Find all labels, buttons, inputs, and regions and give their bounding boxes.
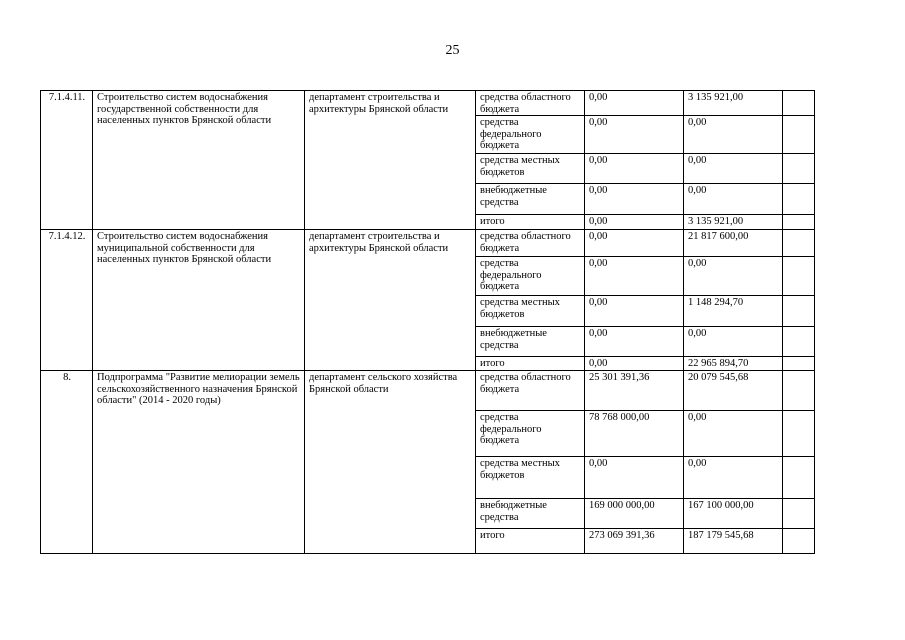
funding-source: средства областного бюджета	[476, 371, 585, 411]
value-cell	[783, 230, 815, 257]
value-cell: 0,00	[585, 215, 684, 230]
funding-source: итого	[476, 215, 585, 230]
value-cell: 0,00	[585, 457, 684, 499]
section-executor: департамент строительства и архитектуры Брянской области	[305, 91, 476, 230]
funding-source: средства федерального бюджета	[476, 411, 585, 457]
value-cell: 3 135 921,00	[684, 91, 783, 116]
value-cell	[783, 357, 815, 371]
section-number: 7.1.4.11.	[41, 91, 93, 230]
funding-source: средства местных бюджетов	[476, 457, 585, 499]
value-cell: 0,00	[684, 411, 783, 457]
section-name: Строительство систем водоснабжения государственной собственности для населенных пунктов Брянской области	[93, 91, 305, 230]
funding-source: средства областного бюджета	[476, 91, 585, 116]
value-cell: 0,00	[585, 257, 684, 296]
value-cell: 22 965 894,70	[684, 357, 783, 371]
value-cell	[783, 529, 815, 554]
table-row	[41, 91, 815, 116]
section-name: Строительство систем водоснабжения муниципальной собственности для населенных пунктов Брянской области	[93, 230, 305, 371]
section-executor: департамент строительства и архитектуры Брянской области	[305, 230, 476, 371]
value-cell: 0,00	[684, 457, 783, 499]
value-cell: 0,00	[585, 357, 684, 371]
value-cell	[783, 154, 815, 184]
table-row	[41, 230, 815, 257]
value-cell: 0,00	[585, 327, 684, 357]
value-cell: 0,00	[684, 116, 783, 154]
funding-source: итого	[476, 529, 585, 554]
value-cell	[783, 296, 815, 327]
budget-table	[40, 90, 815, 554]
value-cell: 3 135 921,00	[684, 215, 783, 230]
funding-source: средства областного бюджета	[476, 230, 585, 257]
funding-source: средства федерального бюджета	[476, 116, 585, 154]
funding-source: внебюджетные средства	[476, 184, 585, 215]
value-cell	[783, 411, 815, 457]
funding-source: внебюджетные средства	[476, 327, 585, 357]
funding-source: средства федерального бюджета	[476, 257, 585, 296]
section-number: 7.1.4.12.	[41, 230, 93, 371]
value-cell	[783, 327, 815, 357]
value-cell: 0,00	[585, 154, 684, 184]
value-cell	[783, 184, 815, 215]
value-cell	[783, 499, 815, 529]
value-cell: 0,00	[585, 116, 684, 154]
value-cell: 0,00	[684, 257, 783, 296]
value-cell	[783, 371, 815, 411]
value-cell	[783, 91, 815, 116]
funding-source: средства местных бюджетов	[476, 154, 585, 184]
value-cell: 20 079 545,68	[684, 371, 783, 411]
value-cell: 187 179 545,68	[684, 529, 783, 554]
funding-source: итого	[476, 357, 585, 371]
section-number: 8.	[41, 371, 93, 554]
funding-source: средства местных бюджетов	[476, 296, 585, 327]
value-cell: 25 301 391,36	[585, 371, 684, 411]
value-cell	[783, 257, 815, 296]
value-cell	[783, 116, 815, 154]
value-cell: 1 148 294,70	[684, 296, 783, 327]
value-cell: 0,00	[684, 327, 783, 357]
value-cell: 167 100 000,00	[684, 499, 783, 529]
value-cell	[783, 457, 815, 499]
section-name: Подпрограмма "Развитие мелиорации земель сельскохозяйственного назначения Брянской области" (2014 - 2020 годы)	[93, 371, 305, 554]
value-cell: 78 768 000,00	[585, 411, 684, 457]
value-cell: 0,00	[585, 296, 684, 327]
value-cell: 0,00	[684, 154, 783, 184]
value-cell: 0,00	[585, 230, 684, 257]
section-executor: департамент сельского хозяйства Брянской области	[305, 371, 476, 554]
value-cell: 0,00	[684, 184, 783, 215]
value-cell: 273 069 391,36	[585, 529, 684, 554]
table-row	[41, 371, 815, 411]
page-number: 25	[445, 43, 460, 58]
funding-source: внебюджетные средства	[476, 499, 585, 529]
value-cell: 0,00	[585, 184, 684, 215]
value-cell: 169 000 000,00	[585, 499, 684, 529]
value-cell: 21 817 600,00	[684, 230, 783, 257]
value-cell	[783, 215, 815, 230]
value-cell: 0,00	[585, 91, 684, 116]
